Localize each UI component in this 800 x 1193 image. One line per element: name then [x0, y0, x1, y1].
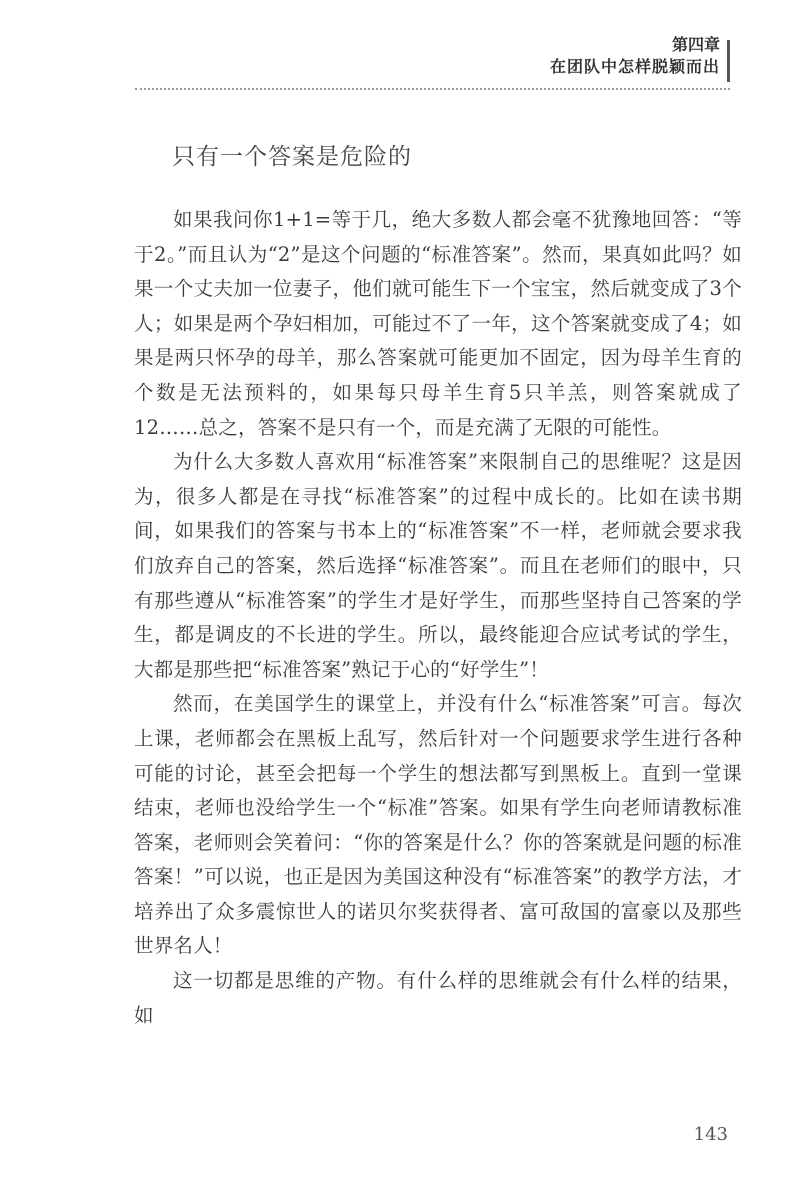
header-bar	[727, 40, 730, 82]
section-title: 只有一个答案是危险的	[172, 144, 412, 170]
paragraph-4: 这一切都是思维的产物。有什么样的思维就会有什么样的结果，如	[134, 969, 742, 1027]
chapter-number: 第四章	[671, 35, 720, 54]
paragraph-2: 为什么大多数人喜欢用“标准答案”来限制自己的思维呢？这是因为，很多人都是在寻找“标准答案”的过程中成长的。比如在读书期间，如果我们的答案与书本上的“标准答案”不一样，老师就会要求我们放弃自己的答案，然后选择“标准答案”。而且在老师们的眼中，只有那些遵从“标准答案”的学生才是好学生，而那些坚持自己答案的学生，都是调皮的不长进的学生。所以，最终能迎合应试考试的学生，大都是那些把“标准答案”熟记于心的“好学生”！	[134, 450, 742, 681]
paragraph-1: 如果我问你1+1=等于几，绝大多数人都会毫不犹豫地回答：“等于2。”而且认为“2”是这个问题的“标准答案”。然而，果真如此吗？如果一个丈夫加一位妻子，他们就可能生下一个宝宝，然后就变成了3个人；如果是两个孕妇相加，可能过不了一年，这个答案就变成了4；如果是两只怀孕的母羊，那么答案就可能更加不固定，因为母羊生育的个数是无法预料的，如果每只母羊生育5只羊羔，则答案就成了12……总之，答案不是只有一个，而是充满了无限的可能性。	[134, 208, 742, 439]
body-text	[134, 203, 742, 1033]
running-header	[550, 34, 720, 78]
chapter-title: 在团队中怎样脱颖而出	[549, 57, 720, 76]
header-divider	[135, 88, 730, 90]
page-number: 143	[693, 1124, 728, 1145]
paragraph-3: 然而，在美国学生的课堂上，并没有什么“标准答案”可言。每次上课，老师都会在黑板上乱写，然后针对一个问题要求学生进行各种可能的讨论，甚至会把每一个学生的想法都写到黑板上。直到一堂课结束，老师也没给学生一个“标准”答案。如果有学生向老师请教标准答案，老师则会笑着问：“你的答案是什么？你的答案就是问题的标准答案！”可以说，也正是因为美国这种没有“标准答案”的教学方法，才培养出了众多震惊世人的诺贝尔奖获得者、富可敌国的富豪以及那些世界名人！	[134, 692, 742, 958]
